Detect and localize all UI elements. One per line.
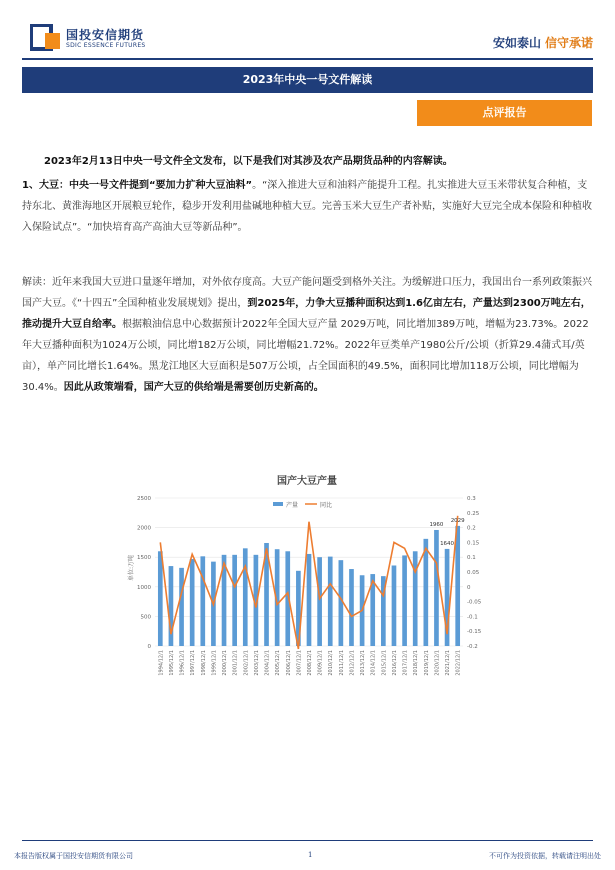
y-tick-label: 0 — [147, 644, 151, 650]
analysis-bold-2: 因此从政策端看，国产大豆的供给端是需要创历史新高的。 — [63, 382, 324, 393]
bar — [392, 565, 397, 646]
slogan-part-b: 信守承诺 — [544, 36, 593, 50]
bar — [413, 551, 418, 646]
company-logo — [30, 24, 62, 52]
bar — [423, 539, 428, 646]
bar — [232, 555, 237, 646]
bar-data-label: 1640 — [440, 540, 455, 547]
x-tick-label: 2019/12/1 — [423, 650, 430, 676]
document-title: 2023年中央一号文件解读 — [22, 67, 593, 93]
intro-paragraph: 2023年2月13日中央一号文件全文发布，以下是我们对其涉及农产品期货品种的内容解读。 — [44, 156, 453, 167]
chart-title: 国产大豆产量 — [277, 476, 337, 487]
analysis-paragraph — [22, 272, 593, 398]
report-type-tag: 点评报告 — [417, 100, 592, 126]
x-tick-label: 2005/12/1 — [275, 650, 282, 676]
y2-tick-label: 0.25 — [467, 510, 480, 517]
y-tick-label: 500 — [140, 614, 151, 621]
analysis-text-2: 根据粮油信息中心数据预计2022年全国大豆产量 2029万吨，同比增加389万吨，增幅为23.73%。2022年大豆播种面积为1024万公顷，同比增182万公顷，同比增幅21.72%。2022年豆类单产1980公斤/公顷（折算29.4蒲式耳/英亩），单产同比增长1.64%。黑龙江地区大豆面积是507万公顷，占全国面积的49.5%，面积同比增加118万公顷，同比增幅为30.4%。 — [22, 319, 589, 393]
x-tick-label: 1995/12/1 — [168, 650, 175, 676]
x-tick-label: 2014/12/1 — [370, 650, 377, 676]
x-tick-label: 2004/12/1 — [264, 650, 271, 676]
x-tick-label: 2000/12/1 — [222, 650, 229, 676]
x-tick-label: 1998/12/1 — [200, 650, 207, 676]
chart-svg — [125, 468, 489, 700]
x-tick-label: 2022/12/1 — [455, 650, 462, 676]
soybean-item-paragraph — [22, 175, 593, 238]
analysis-text-1: 解读：近年来我国大豆进口量逐年增加，对外依存度高。大豆产能问题受到格外关注。为缓解进口压力，我国出台一系列政策振兴国产大豆。《“十四五”全国种植业发展规划》提出， — [22, 277, 592, 309]
bar-data-label: 1960 — [429, 521, 444, 528]
x-tick-label: 2002/12/1 — [243, 650, 250, 676]
bar — [179, 568, 184, 646]
y-tick-label: 2000 — [137, 525, 151, 532]
bar — [158, 551, 163, 646]
company-name-en: SDIC ESSENCE FUTURES — [66, 42, 146, 49]
y2-tick-label: 0.2 — [467, 525, 476, 532]
y2-tick-label: 0 — [467, 584, 471, 591]
y2-tick-label: -0.1 — [467, 614, 478, 621]
x-tick-label: 1999/12/1 — [211, 650, 218, 676]
y2-tick-label: 0.15 — [467, 540, 480, 547]
slogan — [493, 34, 593, 51]
x-tick-label: 2017/12/1 — [402, 650, 409, 676]
y2-tick-label: -0.2 — [467, 644, 478, 650]
x-tick-label: 2013/12/1 — [360, 650, 367, 676]
company-name-cn: 国投安信期货 — [66, 28, 145, 42]
legend-label-bar: 产量 — [286, 502, 299, 509]
y-axis-label: 单位:万吨 — [128, 554, 135, 582]
y2-tick-label: 0.1 — [467, 555, 476, 562]
x-tick-label: 1996/12/1 — [179, 650, 186, 676]
x-tick-label: 2020/12/1 — [434, 650, 441, 676]
y-tick-label: 1500 — [137, 555, 151, 562]
y2-tick-label: -0.05 — [467, 599, 482, 606]
x-tick-label: 2018/12/1 — [413, 650, 420, 676]
slogan-part-a: 安如泰山 — [492, 36, 541, 50]
bar — [434, 530, 439, 646]
footer-disclaimer: 不可作为投资依据，转载请注明出处 — [489, 852, 601, 860]
item-lead: 1、大豆：中央一号文件提到 — [22, 180, 149, 191]
x-tick-label: 2003/12/1 — [253, 650, 260, 676]
x-tick-label: 2015/12/1 — [381, 650, 388, 676]
x-tick-label: 2007/12/1 — [296, 650, 303, 676]
chart-legend — [273, 501, 332, 509]
y-tick-label: 2500 — [137, 496, 151, 502]
x-tick-label: 2006/12/1 — [285, 650, 292, 676]
y2-tick-label: 0.3 — [467, 496, 476, 502]
bar — [339, 560, 344, 646]
footer-copyright: 本报告版权属于国投安信期货有限公司 — [14, 852, 133, 860]
soybean-production-chart — [125, 468, 489, 700]
x-tick-label: 2012/12/1 — [349, 650, 356, 676]
legend-label-line: 同比 — [320, 502, 333, 509]
bar — [328, 557, 333, 646]
x-tick-label: 2001/12/1 — [232, 650, 239, 676]
x-tick-label: 2016/12/1 — [391, 650, 398, 676]
x-tick-label: 2021/12/1 — [445, 650, 452, 676]
bar-data-label: 2029 — [450, 517, 465, 524]
x-tick-label: 1997/12/1 — [190, 650, 197, 676]
x-tick-label: 2009/12/1 — [317, 650, 324, 676]
item-quote: “要加力扩种大豆油料” — [148, 180, 253, 191]
x-tick-label: 2008/12/1 — [307, 650, 313, 676]
bar — [243, 548, 248, 646]
bar — [307, 554, 312, 646]
y-tick-label: 1000 — [137, 584, 151, 591]
legend-swatch-bar — [273, 502, 283, 506]
bar — [402, 555, 407, 646]
bar — [200, 556, 205, 646]
x-tick-label: 1994/12/1 — [158, 650, 165, 676]
footer-rule — [22, 840, 593, 841]
page-number: 1 — [308, 851, 313, 859]
item-rest: 。“深入推进大豆和油料产能提升工程。扎实推进大豆玉米带状复合种植，支持东北、黄淮海地区开展粮豆轮作，稳步开发利用盐碱地种植大豆。完善玉米大豆生产者补贴，实施好大豆完全成本保险和种植收入保险试点”。“加快培育高产高油大豆等新品种”。 — [22, 180, 592, 233]
header-rule — [22, 58, 593, 60]
bar — [190, 559, 195, 646]
analysis-bold-1: 到2025年，力争大豆播种面积达到1.6亿亩左右，产量达到2300万吨左右，推动提升大豆自给率。 — [22, 298, 591, 330]
bar — [455, 526, 460, 646]
y2-tick-label: -0.15 — [467, 629, 482, 636]
bar — [317, 557, 322, 646]
bar — [349, 569, 354, 646]
x-tick-label: 2010/12/1 — [328, 650, 335, 676]
x-tick-label: 2011/12/1 — [338, 650, 345, 676]
y2-tick-label: 0.05 — [467, 570, 480, 576]
